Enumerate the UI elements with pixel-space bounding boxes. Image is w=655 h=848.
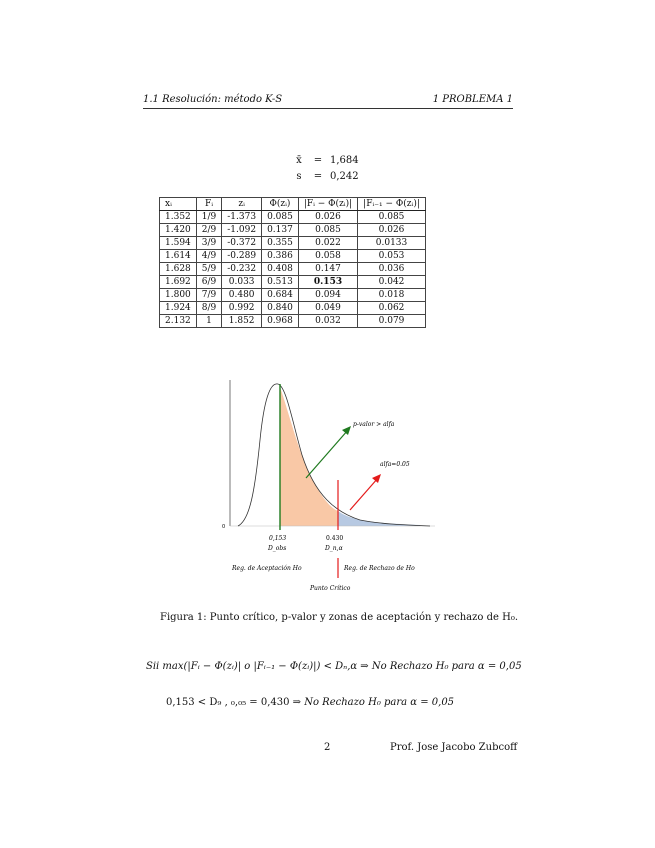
table-cell: 6/9 (196, 276, 221, 289)
table-row (160, 211, 426, 224)
rejection-region-label: Reg. de Rechazo de Ho (344, 565, 415, 572)
table-cell: 0.033 (222, 276, 262, 289)
table-cell: 1.614 (160, 250, 197, 263)
table-cell: 0.684 (262, 289, 299, 302)
observed-value-label: 0,153 (269, 535, 287, 542)
page-number: 2 (324, 742, 331, 753)
table-cell: 0.513 (262, 276, 299, 289)
table-cell: 0.085 (262, 211, 299, 224)
decision-rule-equation: Sii max(|Fᵢ − Φ(zᵢ)| o |Fᵢ₋₁ − Φ(zᵢ)|) < Dₙ,α ⇒ No Rechazo H₀ para α = 0,05 (146, 661, 522, 672)
table-cell: 0.147 (298, 263, 357, 276)
header-rule (143, 108, 513, 109)
table-cell: 1.800 (160, 289, 197, 302)
table-cell: 1.924 (160, 302, 197, 315)
table-cell: 2/9 (196, 224, 221, 237)
decision-result-right: No Rechazo H₀ para α = 0,05 (304, 697, 455, 708)
col-header-diff-prev: |Fᵢ₋₁ − Φ(zᵢ)| (358, 198, 426, 211)
alpha-label: alfa=0.05 (380, 461, 410, 468)
table-cell: 2.132 (160, 315, 197, 328)
ks-table (159, 197, 426, 328)
header-chapter: 1 PROBLEMA 1 (432, 94, 513, 105)
table-cell: 0.053 (358, 250, 426, 263)
decision-result-equation (166, 697, 454, 708)
table-cell: 0.992 (222, 302, 262, 315)
sd-row (292, 171, 359, 187)
col-header-f: Fᵢ (196, 198, 221, 211)
acceptance-region-fill (280, 387, 338, 526)
table-cell: -0.232 (222, 263, 262, 276)
table-row (160, 224, 426, 237)
table-cell: 0.355 (262, 237, 299, 250)
table-cell: 8/9 (196, 302, 221, 315)
table-cell: -1.373 (222, 211, 262, 224)
decision-result-left: 0,153 < D₉ , ₀,₀₅ = 0,430 ⇒ (166, 697, 305, 708)
header-section: 1.1 Resolución: método K-S (143, 94, 283, 105)
table-cell: 0.079 (358, 315, 426, 328)
table-cell: 1.692 (160, 276, 197, 289)
col-header-diff: |Fᵢ − Φ(zᵢ)| (298, 198, 357, 211)
mean-row (292, 155, 359, 171)
table-cell: -0.289 (222, 250, 262, 263)
table-cell: 0.036 (358, 263, 426, 276)
summary-statistics (292, 155, 359, 187)
table-cell: 0.062 (358, 302, 426, 315)
table-cell: 0.058 (298, 250, 357, 263)
table-cell: 1.852 (222, 315, 262, 328)
col-header-phi: Φ(zᵢ) (262, 198, 299, 211)
table-cell: 0.026 (358, 224, 426, 237)
table-cell: 5/9 (196, 263, 221, 276)
table-cell: 0.968 (262, 315, 299, 328)
mean-symbol: x̄ (296, 155, 302, 166)
pvalue-arrow (306, 430, 348, 478)
table-cell: 0.094 (298, 289, 357, 302)
rejection-region-fill (338, 511, 420, 526)
sd-value: 0,242 (330, 171, 359, 182)
table-cell: 0.840 (262, 302, 299, 315)
table-cell: 0.085 (358, 211, 426, 224)
table-cell: 0.018 (358, 289, 426, 302)
y-axis-zero: 0 (222, 524, 226, 530)
table-cell: 1.352 (160, 211, 197, 224)
table-cell: 0.042 (358, 276, 426, 289)
table-row (160, 315, 426, 328)
table-cell: 1.594 (160, 237, 197, 250)
alpha-arrowhead (372, 474, 381, 483)
acceptance-region-label: Reg. de Aceptación Ho (232, 565, 302, 572)
table-cell: 1/9 (196, 211, 221, 224)
observed-symbol-label: D_obs (268, 545, 287, 552)
table-cell: 0.0133 (358, 237, 426, 250)
table-cell: 0.480 (222, 289, 262, 302)
table-cell: 0.022 (298, 237, 357, 250)
table-cell: 1.628 (160, 263, 197, 276)
critical-value-label: 0.430 (326, 535, 344, 542)
table-cell: 3/9 (196, 237, 221, 250)
table-row (160, 276, 426, 289)
ks-table-header (160, 198, 426, 211)
critical-point-label: Punto Crítico (310, 585, 351, 592)
table-cell: 0.085 (298, 224, 357, 237)
table-row (160, 237, 426, 250)
density-curve (238, 384, 430, 526)
col-header-z: zᵢ (222, 198, 262, 211)
table-row (160, 263, 426, 276)
sd-symbol: s (296, 171, 302, 182)
table-cell: 0.137 (262, 224, 299, 237)
table-cell: 1.420 (160, 224, 197, 237)
critical-symbol-label: D_n,α (325, 545, 343, 552)
max-statistic-cell: 0.153 (298, 276, 357, 289)
table-cell: 0.408 (262, 263, 299, 276)
table-cell: 4/9 (196, 250, 221, 263)
table-row (160, 250, 426, 263)
table-cell: 7/9 (196, 289, 221, 302)
table-cell: 0.386 (262, 250, 299, 263)
ks-distribution-figure (220, 370, 450, 600)
pvalue-arrowhead (342, 426, 351, 435)
figure-caption: Figura 1: Punto crítico, p-valor y zonas de aceptación y rechazo de H₀. (160, 612, 519, 623)
col-header-x: xᵢ (160, 198, 197, 211)
mean-value: 1,684 (330, 155, 359, 166)
table-row (160, 289, 426, 302)
table-cell: 0.049 (298, 302, 357, 315)
table-cell: -0.372 (222, 237, 262, 250)
table-row (160, 302, 426, 315)
footer-author: Prof. Jose Jacobo Zubcoff (390, 742, 518, 753)
table-cell: 0.026 (298, 211, 357, 224)
table-cell: 1 (196, 315, 221, 328)
mean-equals: = (313, 155, 323, 166)
alpha-arrow (350, 478, 378, 510)
table-cell: 0.032 (298, 315, 357, 328)
pvalue-label: p-valor > alfa (353, 421, 395, 428)
table-cell: -1.092 (222, 224, 262, 237)
sd-equals: = (313, 171, 323, 182)
